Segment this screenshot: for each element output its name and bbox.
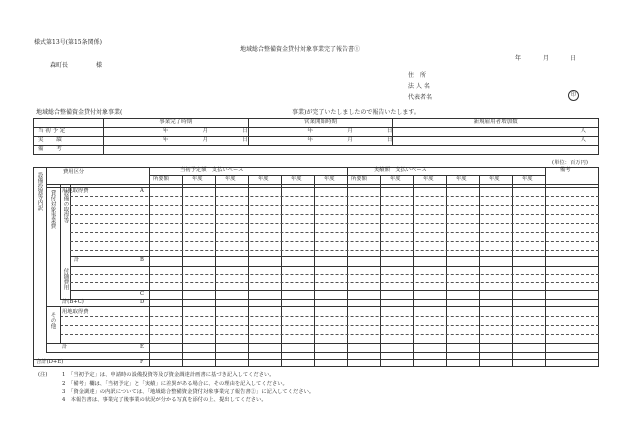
intro-suffix: 事業)が完了いたしましたので報告いたします。 — [292, 109, 420, 116]
plan-year-0: 年度 — [192, 176, 203, 182]
applicant-rep-label: 代表者名 — [408, 94, 433, 101]
plan-month: 月 — [168, 128, 208, 137]
row-c-top — [70, 290, 599, 291]
actual-year-4: 年度 — [522, 176, 533, 182]
applicant-address-label: 住 所 — [408, 72, 427, 79]
header-plan: 当初予定額 支払いベース — [180, 167, 244, 173]
actual-col-3 — [479, 175, 480, 367]
label-other: その他 — [49, 312, 56, 329]
dash-asset-1 — [70, 205, 599, 206]
mark-c: C — [140, 291, 145, 297]
applicant-corp-label: 法 人 名 — [408, 83, 430, 90]
dash-inc-1 — [70, 282, 599, 283]
plan-divider — [347, 167, 348, 367]
other-divider — [60, 306, 61, 343]
cost-divider — [149, 167, 150, 367]
actual-day2: 日 — [353, 137, 393, 146]
plan-year-1: 年度 — [225, 176, 236, 182]
mark-d: D — [140, 299, 145, 305]
row-b-top — [70, 256, 599, 257]
label-land-other: 用地取得費 — [62, 309, 89, 315]
label-asset-group: 貸付対象事業費 — [49, 190, 56, 229]
row-label-remarks: 備 考 — [34, 146, 104, 155]
dash-other-2 — [60, 334, 599, 335]
actual-persons: 人 — [393, 137, 599, 146]
row-label-plan: 当 初 予 定 — [34, 128, 104, 137]
row-f-top — [33, 359, 599, 360]
date-year: 年 — [515, 55, 522, 62]
remarks-cell — [103, 146, 598, 155]
plan-col-4 — [314, 175, 315, 367]
addressee-town: 森町長 — [50, 62, 69, 69]
row-b-bottom — [70, 266, 599, 267]
plan-year-3: 年度 — [291, 176, 302, 182]
plan-col-2 — [248, 175, 249, 367]
header-completion: 事業完了時期 — [103, 119, 248, 128]
actual-month2: 月 — [313, 137, 353, 146]
label-incidental: 付随費用 — [62, 268, 69, 290]
note-1: 1 「当初予定」は、申請時の設備投資等及び資金調達計画書に基づき記入してください。 — [62, 372, 275, 378]
actual-divider — [545, 167, 546, 367]
mark-f: F — [140, 359, 144, 365]
dash-other-0 — [60, 316, 599, 317]
label-asset-sub: 設備の取得等 — [62, 190, 69, 223]
notes-head: (注) — [38, 372, 48, 378]
row-label-actual: 実 績 — [34, 137, 104, 146]
seal-mark: 印 — [568, 90, 579, 101]
dash-asset-5 — [70, 241, 599, 242]
label-grand-total: 合計(D+E) — [36, 359, 64, 365]
row-e-top — [46, 343, 599, 344]
actual-year: 年 — [103, 137, 168, 146]
actual-col-0 — [380, 175, 381, 367]
label-land: 用地取得費 — [62, 188, 89, 194]
addressee-honorific: 様 — [96, 62, 103, 69]
plan-day2: 日 — [353, 128, 393, 137]
plan-required: 所要額 — [153, 176, 169, 182]
plan-persons: 人 — [393, 128, 599, 137]
dash-asset-3 — [70, 223, 599, 224]
investment-table — [33, 167, 599, 367]
dash-inc-0 — [70, 274, 599, 275]
unit-label: (単位：百万円) — [552, 160, 588, 166]
actual-year-1: 年度 — [423, 176, 434, 182]
date-month: 月 — [543, 55, 550, 62]
label-subtotal-b: 計 — [74, 257, 80, 263]
actual-col-2 — [446, 175, 447, 367]
dash-asset-0 — [70, 196, 599, 197]
dash-asset-6 — [70, 250, 599, 251]
actual-year-2: 年度 — [456, 176, 467, 182]
date-day: 日 — [570, 55, 577, 62]
completion-table — [33, 118, 599, 155]
plan-col-3 — [281, 175, 282, 367]
header-line-2 — [46, 184, 599, 185]
plan-day: 日 — [208, 128, 248, 137]
mark-b: B — [140, 257, 144, 263]
row-e-bottom — [46, 352, 599, 353]
note-3: 3 「資金調達」の内訳については、「地域総合整備資金貸付対象事業完了報告書②」に記入してください。 — [62, 389, 315, 395]
row-land-bottom — [46, 187, 599, 188]
document-title: 地域総合整備資金貸付対象事業完了報告書① — [240, 46, 361, 53]
plan-year: 年 — [103, 128, 168, 137]
plan-col-1 — [215, 175, 216, 367]
mark-e: E — [140, 344, 144, 350]
actual-col-4 — [512, 175, 513, 367]
actual-required: 所要額 — [351, 176, 367, 182]
plan-year2: 年 — [248, 128, 313, 137]
header-line-1 — [149, 175, 545, 176]
plan-year-2: 年度 — [258, 176, 269, 182]
group-divider — [60, 184, 61, 299]
actual-year2: 年 — [248, 137, 313, 146]
note-2: 2 「備考」欄は、「当初予定」と「実績」に差異がある場合に、その理由を記入してください。 — [62, 381, 288, 387]
dash-asset-4 — [70, 232, 599, 233]
actual-month: 月 — [168, 137, 208, 146]
header-opening: 営業開始時期 — [248, 119, 393, 128]
side-divider — [46, 167, 47, 352]
mark-a: A — [140, 188, 144, 194]
intro-prefix: 地域総合整備資金貸付対象事業( — [36, 109, 123, 116]
plan-month2: 月 — [313, 128, 353, 137]
label-total-e: 計 — [62, 344, 68, 350]
plan-year-4: 年度 — [324, 176, 335, 182]
side-label-investment: 設備投資等内訳 — [36, 172, 43, 211]
actual-year-3: 年度 — [489, 176, 500, 182]
plan-col-0 — [182, 175, 183, 367]
form-number: 様式第13号(第15条関係) — [34, 39, 102, 46]
actual-col-1 — [413, 175, 414, 367]
note-4: 4 本報告書は、事業完了後事業の状況が分かる写真を添付の上、提出してください。 — [62, 397, 267, 403]
label-sum-bc: 計(B+C) — [62, 299, 84, 305]
header-employment: 新規雇用者増加数 — [393, 119, 599, 128]
actual-day: 日 — [208, 137, 248, 146]
header-cost-category: 費用区分 — [63, 169, 85, 175]
row-d-bottom — [46, 306, 599, 307]
header-actual: 実績額 支払いベース — [374, 167, 427, 173]
header-note: 備考 — [560, 167, 571, 173]
dash-asset-2 — [70, 214, 599, 215]
actual-year-0: 年度 — [390, 176, 401, 182]
dash-other-1 — [60, 325, 599, 326]
